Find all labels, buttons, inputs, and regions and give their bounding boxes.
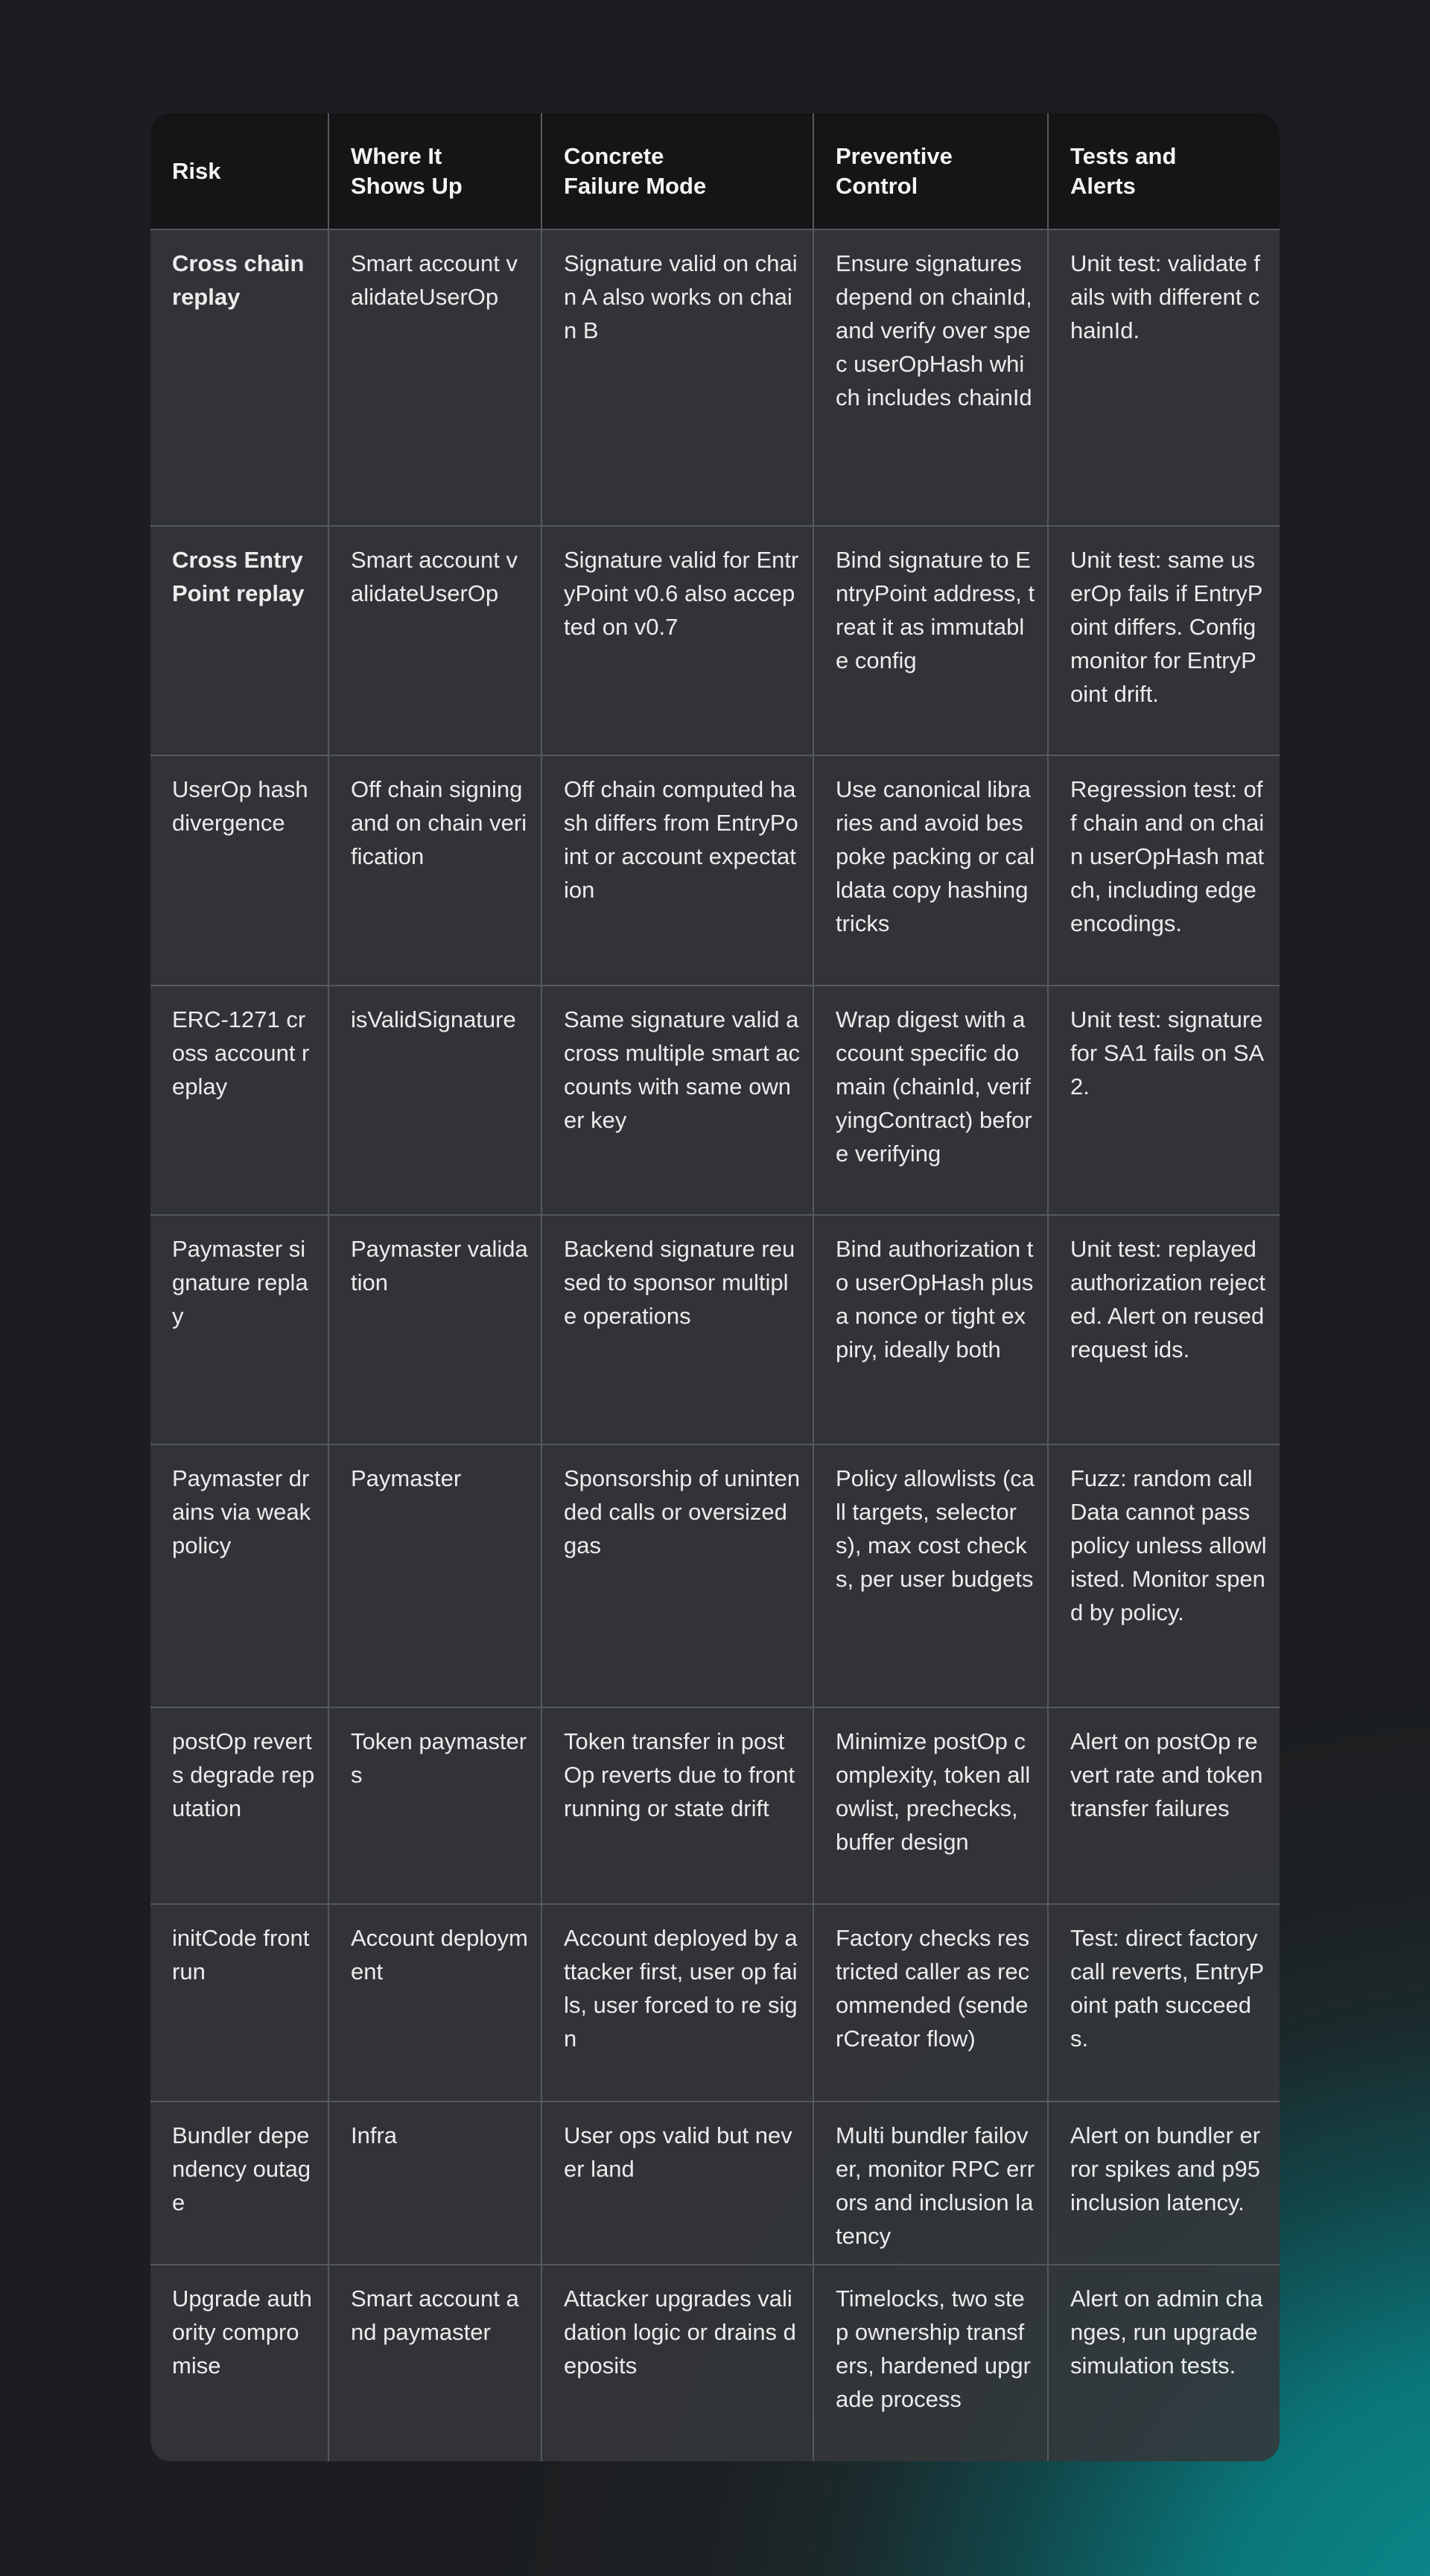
cell-failure-mode: Signature valid for EntryPoint v0.6 also accepted on v0.7 xyxy=(541,526,813,755)
cell-tests-alerts: Test: direct factory call reverts, EntryPoint path succeeds. xyxy=(1048,1904,1280,2101)
cell-tests-alerts: Unit test: validate fails with different chainId. xyxy=(1048,229,1280,526)
risk-table-card xyxy=(150,113,1280,2461)
cell-risk: Upgrade authority compromise xyxy=(150,2265,328,2461)
cell-where: Paymaster validation xyxy=(328,1215,541,1444)
cell-tests-alerts: Unit test: replayed authorization rejected. Alert on reused request ids. xyxy=(1048,1215,1280,1444)
cell-where: Infra xyxy=(328,2101,541,2265)
cell-where: Smart account validateUserOp xyxy=(328,526,541,755)
cell-failure-mode: User ops valid but never land xyxy=(541,2101,813,2265)
cell-where: isValidSignature xyxy=(328,986,541,1215)
cell-where: Token paymasters xyxy=(328,1707,541,1904)
cell-risk: Bundler dependency outage xyxy=(150,2101,328,2265)
cell-risk: postOp reverts degrade reputation xyxy=(150,1707,328,1904)
cell-failure-mode: Attacker upgrades validation logic or drains deposits xyxy=(541,2265,813,2461)
cell-risk: Cross chain replay xyxy=(150,229,328,526)
table-row xyxy=(150,755,1280,985)
cell-failure-mode: Same signature valid across multiple smart accounts with same owner key xyxy=(541,986,813,1215)
table-row xyxy=(150,229,1280,526)
cell-risk: Paymaster signature replay xyxy=(150,1215,328,1444)
cell-tests-alerts: Alert on bundler error spikes and p95 inclusion latency. xyxy=(1048,2101,1280,2265)
table-row xyxy=(150,526,1280,755)
cell-where: Account deployment xyxy=(328,1904,541,2101)
header-tests-and-alerts: Tests and Alerts xyxy=(1048,113,1280,229)
cell-failure-mode: Sponsorship of unintended calls or oversized gas xyxy=(541,1444,813,1707)
table-row xyxy=(150,2265,1280,2461)
cell-preventive-control: Timelocks, two step ownership transfers, hardened upgrade process xyxy=(813,2265,1048,2461)
table-row xyxy=(150,2101,1280,2265)
cell-tests-alerts: Unit test: same userOp fails if EntryPoint differs. Config monitor for EntryPoint drift. xyxy=(1048,526,1280,755)
cell-preventive-control: Policy allowlists (call targets, selectors), max cost checks, per user budgets xyxy=(813,1444,1048,1707)
cell-risk: UserOp hash divergence xyxy=(150,755,328,985)
cell-tests-alerts: Alert on admin changes, run upgrade simulation tests. xyxy=(1048,2265,1280,2461)
table-header-row xyxy=(150,113,1280,229)
risk-table xyxy=(150,113,1280,2461)
cell-failure-mode: Off chain computed hash differs from EntryPoint or account expectation xyxy=(541,755,813,985)
table-row xyxy=(150,986,1280,1215)
cell-preventive-control: Ensure signatures depend on chainId, and verify over spec userOpHash which includes chainId xyxy=(813,229,1048,526)
cell-risk: Cross EntryPoint replay xyxy=(150,526,328,755)
header-concrete-failure-mode: Concrete Failure Mode xyxy=(541,113,813,229)
cell-preventive-control: Bind authorization to userOpHash plus a nonce or tight expiry, ideally both xyxy=(813,1215,1048,1444)
cell-risk: Paymaster drains via weak policy xyxy=(150,1444,328,1707)
cell-preventive-control: Use canonical libraries and avoid bespoke packing or calldata copy hashing tricks xyxy=(813,755,1048,985)
cell-where: Paymaster xyxy=(328,1444,541,1707)
cell-preventive-control: Factory checks restricted caller as recommended (senderCreator flow) xyxy=(813,1904,1048,2101)
table-row xyxy=(150,1904,1280,2101)
header-where-it-shows-up: Where It Shows Up xyxy=(328,113,541,229)
cell-risk: ERC-1271 cross account replay xyxy=(150,986,328,1215)
cell-failure-mode: Signature valid on chain A also works on chain B xyxy=(541,229,813,526)
cell-tests-alerts: Unit test: signature for SA1 fails on SA2. xyxy=(1048,986,1280,1215)
cell-where: Smart account validateUserOp xyxy=(328,229,541,526)
cell-risk: initCode front run xyxy=(150,1904,328,2101)
header-risk: Risk xyxy=(172,157,221,184)
cell-preventive-control: Multi bundler failover, monitor RPC errors and inclusion latency xyxy=(813,2101,1048,2265)
cell-preventive-control: Wrap digest with account specific domain (chainId, verifyingContract) before verifying xyxy=(813,986,1048,1215)
cell-failure-mode: Token transfer in postOp reverts due to front running or state drift xyxy=(541,1707,813,1904)
cell-failure-mode: Account deployed by attacker first, user op fails, user forced to re sign xyxy=(541,1904,813,2101)
cell-preventive-control: Bind signature to EntryPoint address, treat it as immutable config xyxy=(813,526,1048,755)
cell-preventive-control: Minimize postOp complexity, token allowlist, prechecks, buffer design xyxy=(813,1707,1048,1904)
header-preventive-control: Preventive Control xyxy=(813,113,1048,229)
table-row xyxy=(150,1707,1280,1904)
cell-failure-mode: Backend signature reused to sponsor multiple operations xyxy=(541,1215,813,1444)
table-row xyxy=(150,1444,1280,1707)
cell-tests-alerts: Fuzz: random callData cannot pass policy unless allowlisted. Monitor spend by policy. xyxy=(1048,1444,1280,1707)
cell-where: Smart account and paymaster xyxy=(328,2265,541,2461)
cell-tests-alerts: Alert on postOp revert rate and token transfer failures xyxy=(1048,1707,1280,1904)
cell-tests-alerts: Regression test: off chain and on chain userOpHash match, including edge encodings. xyxy=(1048,755,1280,985)
table-row xyxy=(150,1215,1280,1444)
cell-where: Off chain signing and on chain verification xyxy=(328,755,541,985)
